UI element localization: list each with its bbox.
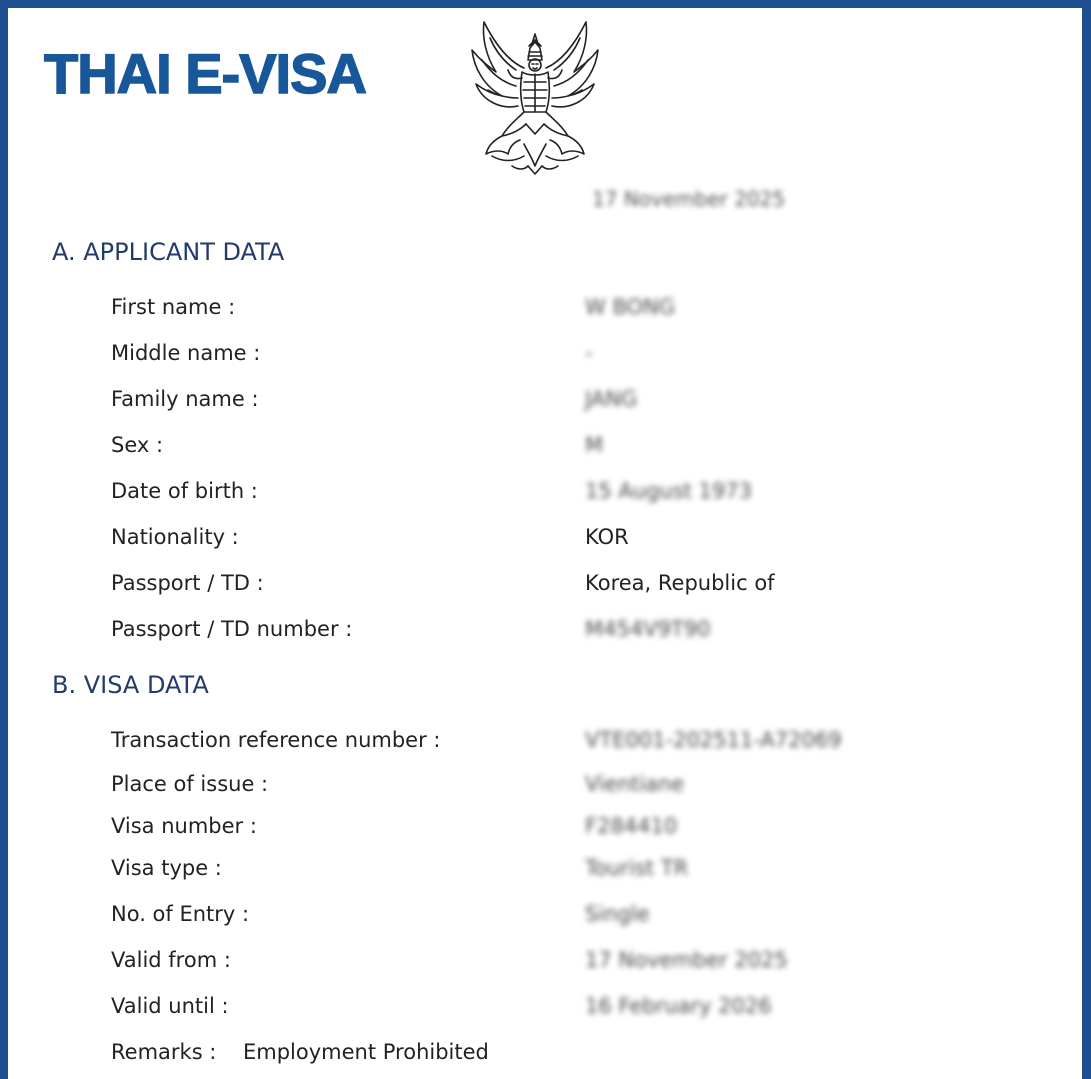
middle-name-label: Middle name : [111, 341, 261, 365]
family-name-label: Family name : [111, 387, 259, 411]
first-name-value: W BONG [585, 295, 675, 319]
transaction-reference-value: VTE001-202511-A72069 [585, 728, 842, 752]
passport-label: Passport / TD : [111, 571, 264, 595]
section-a-title: A. APPLICANT DATA [52, 238, 285, 266]
brand-title: THAI E-VISA [44, 42, 366, 105]
passport-value: Korea, Republic of [585, 571, 775, 595]
sex-label: Sex : [111, 433, 164, 457]
number-of-entry-value: Single [585, 902, 650, 926]
valid-until-value: 16 February 2026 [585, 994, 772, 1018]
nationality-label: Nationality : [111, 525, 239, 549]
place-of-issue-value: Vientiane [585, 772, 685, 796]
place-of-issue-label: Place of issue : [111, 772, 269, 796]
visa-number-value: F284410 [585, 814, 678, 838]
remarks-value: Employment Prohibited [243, 1040, 489, 1064]
visa-type-value: Tourist TR [585, 856, 689, 880]
number-of-entry-label: No. of Entry : [111, 902, 250, 926]
garuda-emblem-icon [462, 16, 608, 178]
date-of-birth-label: Date of birth : [111, 479, 258, 503]
family-name-value: JANG [585, 387, 638, 411]
valid-from-value: 17 November 2025 [585, 948, 788, 972]
middle-name-value: - [585, 341, 593, 365]
sex-value: M [585, 433, 604, 457]
section-b-title: B. VISA DATA [52, 671, 209, 699]
passport-number-value: M454V9T90 [585, 617, 711, 641]
date-of-birth-value: 15 August 1973 [585, 479, 753, 503]
valid-from-label: Valid from : [111, 948, 231, 972]
first-name-label: First name : [111, 295, 236, 319]
visa-number-label: Visa number : [111, 814, 257, 838]
issue-date: 17 November 2025 [592, 187, 786, 211]
transaction-reference-label: Transaction reference number : [111, 728, 441, 752]
nationality-value: KOR [585, 525, 629, 549]
valid-until-label: Valid until : [111, 994, 229, 1018]
passport-number-label: Passport / TD number : [111, 617, 353, 641]
remarks-label: Remarks : [111, 1040, 217, 1064]
visa-type-label: Visa type : [111, 856, 222, 880]
